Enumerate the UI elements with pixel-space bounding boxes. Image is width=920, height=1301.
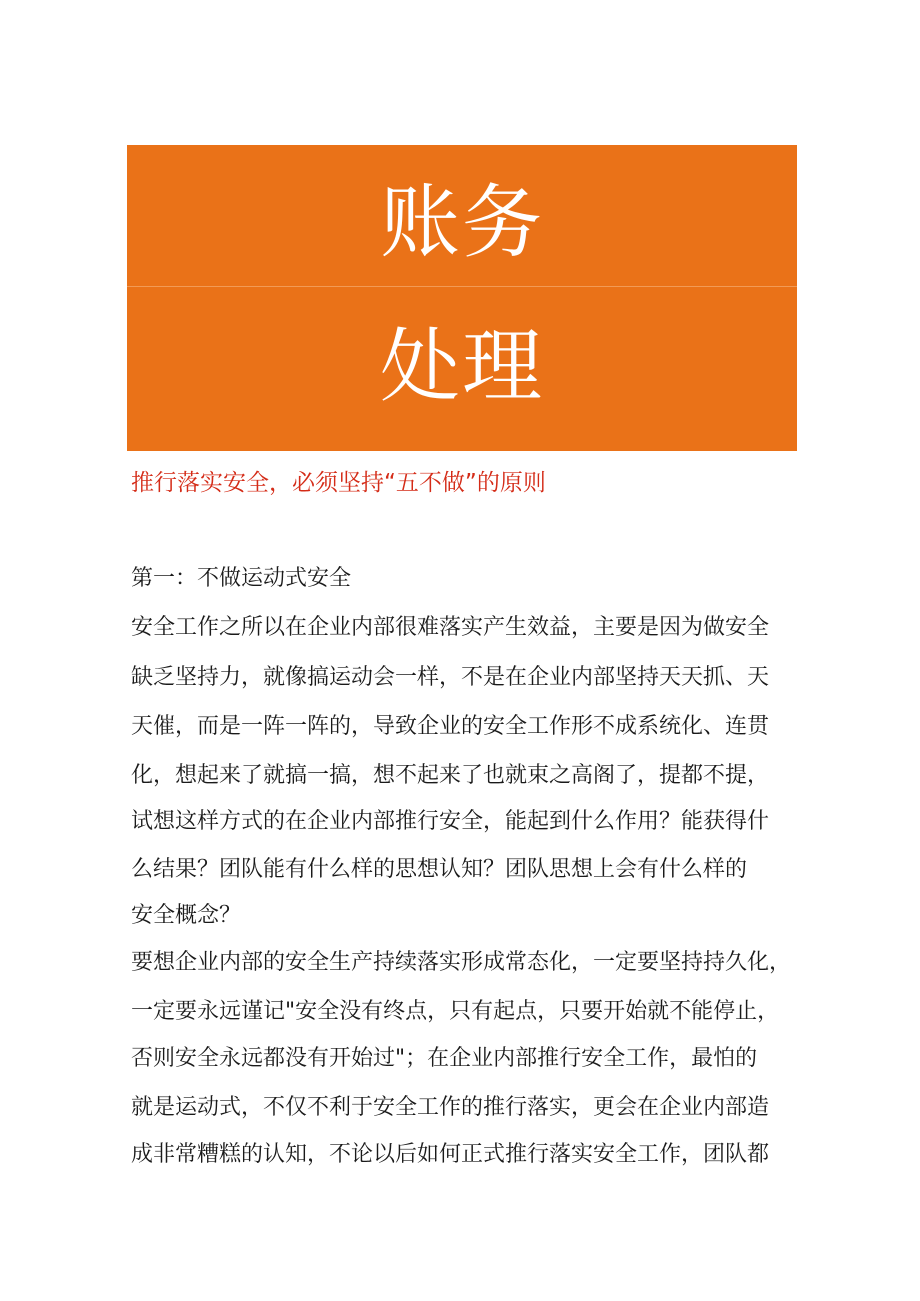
body-text-line: 么结果？团队能有什么样的思想认知？团队思想上会有什么样的 xyxy=(131,857,748,882)
body-text-line: 缺乏坚持力，就像搞运动会一样，不是在企业内部坚持天天抓、天 xyxy=(131,665,770,690)
document-subtitle: 推行落实安全，必须坚持“五不做”的原则 xyxy=(131,470,546,496)
body-text-line: 就是运动式，不仅不利于安全工作的推行落实，更会在企业内部造 xyxy=(131,1095,770,1120)
body-text-line: 化，想起来了就搞一搞，想不起来了也就束之高阁了，提都不提， xyxy=(131,763,770,788)
banner-title-line-1: 账务 xyxy=(380,176,544,269)
body-text-line: 安全概念？ xyxy=(131,903,242,928)
body-text-line: 安全工作之所以在企业内部很难落实产生效益，主要是因为做安全 xyxy=(131,615,770,640)
body-text-line: 要想企业内部的安全生产持续落实形成常态化，一定要坚持持久化， xyxy=(131,950,792,975)
banner-title-line-2: 处理 xyxy=(380,320,544,413)
banner-divider xyxy=(127,286,797,287)
title-banner xyxy=(127,145,797,451)
body-text-line: 成非常糟糕的认知，不论以后如何正式推行落实安全工作，团队都 xyxy=(131,1142,770,1167)
body-text-line: 否则安全永远都没有开始过"；在企业内部推行安全工作，最怕的 xyxy=(131,1046,758,1071)
body-text-line: 一定要永远谨记"安全没有终点，只有起点，只要开始就不能停止， xyxy=(131,999,780,1024)
body-text-line: 天催，而是一阵一阵的，导致企业的安全工作形不成系统化、连贯 xyxy=(131,714,770,739)
section-heading: 第一：不做运动式安全 xyxy=(131,566,352,591)
body-text-line: 试想这样方式的在企业内部推行安全，能起到什么作用？能获得什 xyxy=(131,809,770,834)
